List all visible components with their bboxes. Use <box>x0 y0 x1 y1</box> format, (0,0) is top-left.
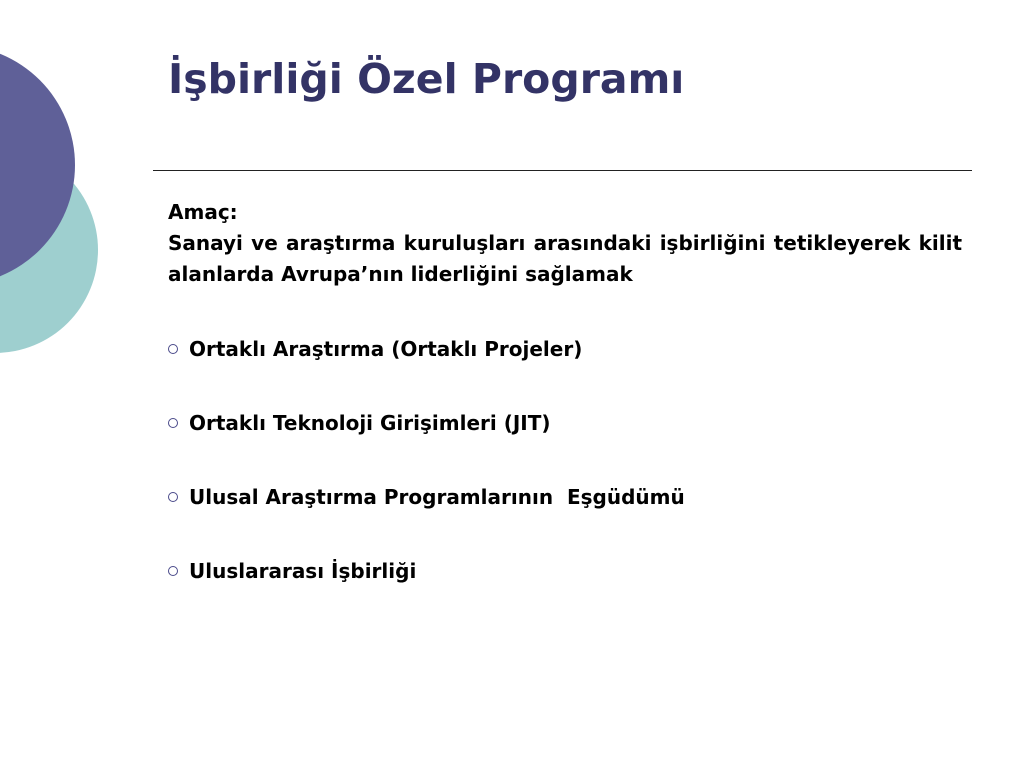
slide-title: İşbirliği Özel Programı <box>168 55 685 103</box>
bullet-list <box>168 334 962 586</box>
circle-bullet-icon <box>168 344 178 354</box>
bullet-item <box>168 408 962 438</box>
circle-bullet-icon <box>168 566 178 576</box>
title-divider <box>153 170 972 171</box>
circle-bullet-icon <box>168 492 178 502</box>
bullet-text: Ortaklı Teknoloji Girişimleri (JIT) <box>189 411 551 435</box>
purpose-label: Amaç: <box>168 200 238 224</box>
purpose-text: Sanayi ve araştırma kuruluşları arasındaki işbirliğini tetikleyerek kilit alanlarda Avrupa’nın liderliğini sağlamak <box>168 231 962 286</box>
bullet-item <box>168 334 962 364</box>
bullet-item <box>168 556 962 586</box>
circle-bullet-icon <box>168 418 178 428</box>
bullet-text: Uluslararası İşbirliği <box>189 559 417 583</box>
bullet-item <box>168 482 962 512</box>
decorative-circles <box>0 0 120 420</box>
bullet-text: Ortaklı Araştırma (Ortaklı Projeler) <box>189 337 583 361</box>
slide-body <box>168 197 962 630</box>
bullet-text: Ulusal Araştırma Programlarının Eşgüdümü <box>189 485 685 509</box>
